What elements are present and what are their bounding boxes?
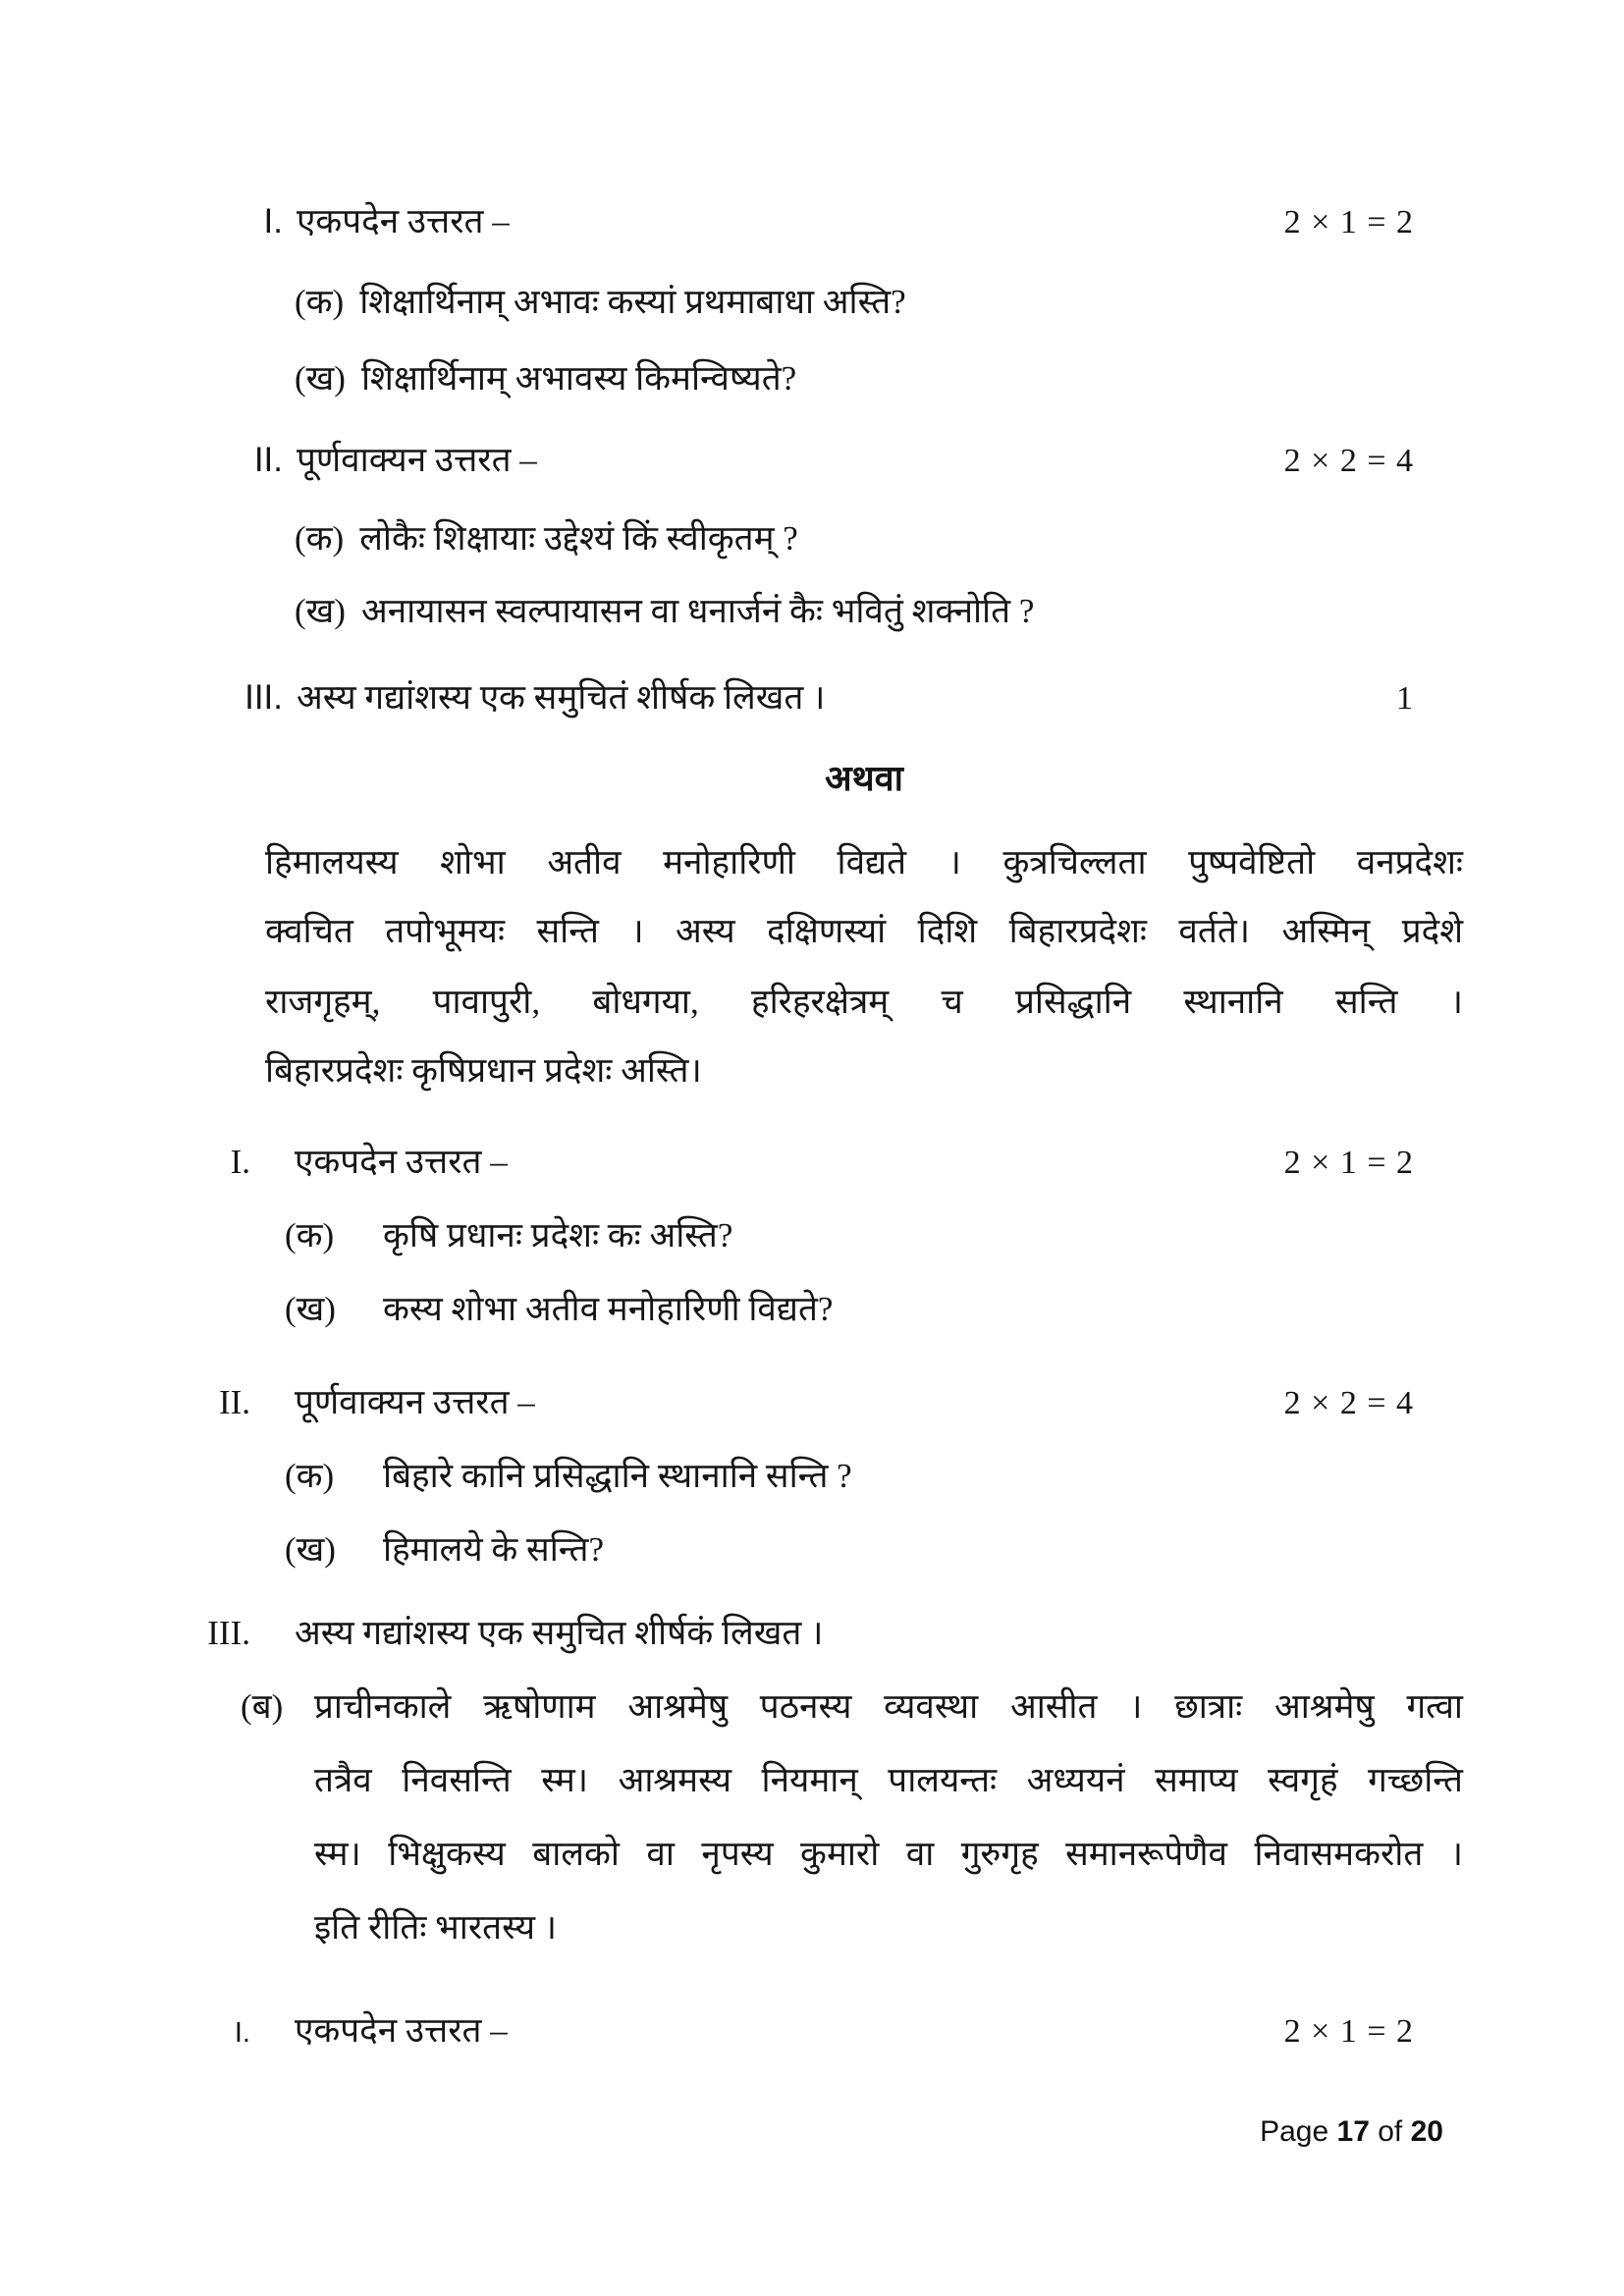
section-heading-a1: [236, 199, 1414, 245]
question-row: [285, 1213, 1414, 1258]
or-divider-heading: अथवा: [825, 759, 903, 798]
question-text: लोकैः शिक्षायाः उद्देश्यं किं स्वीकृतम् ?: [359, 519, 798, 558]
question-label: (ख): [295, 359, 346, 398]
question-text: कृषि प्रधानः प्रदेशः कः अस्ति?: [383, 1216, 733, 1255]
footer-word-of: of: [1378, 2115, 1403, 2148]
question-row: [285, 1454, 1414, 1499]
passage-line: बिहारप्रदेशः कृषिप्रधान प्रदेशः अस्ति।: [265, 1051, 702, 1090]
passage-b-label: (ब): [241, 1687, 284, 1726]
section-heading-a2: [236, 438, 1414, 484]
section-heading-text: एकपदेन उत्तरत –: [295, 1143, 508, 1181]
passage-line: इति रीतिः भारतस्य ।: [314, 1908, 558, 1947]
footer-total-pages: 20: [1410, 2115, 1443, 2148]
question-text: शिक्षार्थिनाम् अभावः कस्यां प्रथमाबाधा अस्ति?: [359, 283, 906, 321]
passage-line: क्वचित तपोभूमयः सन्ति । अस्य दक्षिणस्यां दिशि बिहारप्रदेशः वर्तते। अस्मिन् प्रदेशे: [265, 912, 1463, 950]
section-numeral: I.: [263, 202, 283, 240]
section-heading-text: पूर्णवाक्यन उत्तरत –: [297, 441, 537, 479]
question-text: अनायासन स्वल्पायासन वा धनार्जनं कैः भवितुं शक्नोति ?: [360, 592, 1035, 630]
marks-value: 2 × 1 = 2: [1283, 204, 1414, 240]
section-heading-a3: [236, 675, 1414, 721]
question-label: (क): [295, 283, 345, 321]
passage-line: राजगृहम्, पावापुरी, बोधगया, हरिहरक्षेत्रम् च प्रसिद्धानि स्थानानि सन्ति ।: [265, 983, 1463, 1021]
passage-line: हिमालयस्य शोभा अतीव मनोहारिणी विद्यते । कुत्रचिल्लता पुष्पवेष्टितो वनप्रदेशः: [265, 843, 1463, 881]
question-row: [295, 280, 1414, 325]
question-text: हिमालये के सन्ति?: [383, 1530, 605, 1569]
question-label: (ख): [295, 592, 346, 630]
section-numeral: I.: [230, 1143, 250, 1181]
question-label: (ख): [285, 1290, 336, 1328]
section-heading-c1: [191, 2008, 1414, 2056]
question-text: बिहारे कानि प्रसिद्धानि स्थानानि सन्ति ?: [383, 1457, 852, 1495]
section-heading-text: एकपदेन उत्तरत –: [295, 2011, 508, 2050]
question-label: (ख): [285, 1530, 336, 1569]
question-row: [295, 516, 1414, 561]
marks-value: 2 × 2 = 4: [1283, 1385, 1414, 1421]
section-numeral: I.: [234, 2017, 250, 2049]
question-row: [285, 1287, 1414, 1332]
question-label: (क): [295, 519, 345, 558]
question-text: कस्य शोभा अतीव मनोहारिणी विद्यते?: [383, 1290, 834, 1328]
section-numeral: III.: [207, 1614, 250, 1652]
page-footer: [952, 2112, 1443, 2152]
footer-word-page: Page: [1260, 2115, 1329, 2148]
section-numeral: III.: [244, 678, 283, 717]
passage-line: तत्रैव निवसन्ति स्म। आश्रमस्य नियमान् पालयन्तः अध्ययनं समाप्य स्वगृहं गच्छन्ति: [314, 1761, 1463, 1799]
section-heading-text: पूर्णवाक्यन उत्तरत –: [295, 1383, 535, 1421]
question-row: [295, 356, 1414, 401]
question-label: (क): [285, 1216, 335, 1255]
section-heading-text: एकपदेन उत्तरत –: [297, 202, 510, 240]
section-heading-b1: [191, 1140, 1414, 1186]
marks-value: 2 × 1 = 2: [1283, 1145, 1414, 1181]
section-numeral: II.: [218, 1383, 250, 1421]
question-row: [285, 1527, 1414, 1573]
marks-value: 1: [1396, 680, 1414, 717]
section-heading-b3: [191, 1611, 1414, 1656]
question-text: शिक्षार्थिनाम् अभावस्य किमन्विष्यते?: [360, 359, 797, 398]
passage-line: प्राचीनकाले ऋषोणाम आश्रमेषु पठनस्य व्यवस्था आसीत । छात्राः आश्रमेषु गत्वा: [314, 1687, 1463, 1726]
marks-value: 2 × 2 = 4: [1283, 443, 1414, 479]
section-heading-text: अस्य गद्यांशस्य एक समुचित शीर्षकं लिखत ।: [295, 1614, 824, 1652]
passage-line: स्म। भिक्षुकस्य बालको वा नृपस्य कुमारो वा गुरुगृह समानरूपेणैव निवासमकरोत ।: [314, 1835, 1463, 1873]
footer-current-page: 17: [1336, 2115, 1370, 2148]
section-numeral: II.: [253, 441, 283, 479]
section-heading-text: अस्य गद्यांशस्य एक समुचितं शीर्षक लिखत ।: [297, 678, 826, 717]
question-label: (क): [285, 1457, 335, 1495]
question-row: [295, 589, 1414, 634]
marks-value: 2 × 1 = 2: [1283, 2013, 1414, 2050]
section-heading-b2: [191, 1380, 1414, 1426]
